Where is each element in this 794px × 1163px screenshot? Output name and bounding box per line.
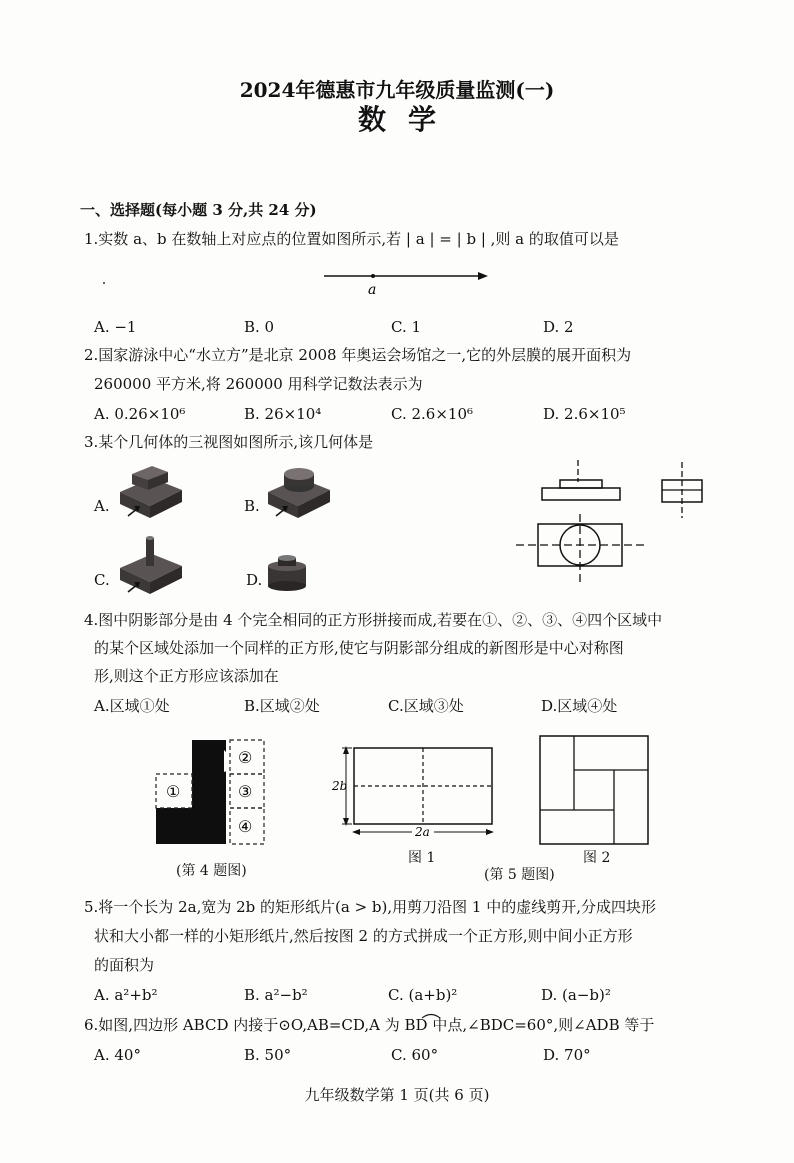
q6-option-b[interactable]: B. 50° [244, 1046, 292, 1064]
q5-option-a[interactable]: A. a²+b² [94, 986, 158, 1004]
q4-option-c[interactable]: C.区域③处 [388, 697, 464, 715]
q4-region-2: ② [238, 748, 253, 767]
q1-option-c[interactable]: C. 1 [391, 318, 422, 336]
exam-title: 2024年德惠市九年级质量监测(一) [239, 78, 555, 102]
q3-stem: 3.某个几何体的三视图如图所示,该几何体是 [84, 433, 374, 451]
q4-stem-line3: 形,则这个正方形应该添加在 [94, 667, 279, 685]
q5-fig1-caption: 图 1 [408, 850, 436, 866]
q3-three-views [510, 458, 710, 588]
q3-option-b-label[interactable]: B. [244, 497, 260, 515]
q4-caption: (第 4 题图) [176, 863, 247, 879]
q5-stem-line2: 状和大小都一样的小矩形纸片,然后按图 2 的方式拼成一个正方形,则中间小正方形 [94, 927, 633, 945]
q1-point-a [371, 274, 375, 278]
q4-option-b[interactable]: B.区域②处 [244, 697, 320, 715]
q5-option-d[interactable]: D. (a−b)² [541, 986, 611, 1004]
q2-option-a[interactable]: A. 0.26×10⁶ [94, 405, 186, 423]
q6-option-c[interactable]: C. 60° [391, 1046, 439, 1064]
q4-option-a[interactable]: A.区域①处 [94, 697, 170, 715]
q5-option-b[interactable]: B. a²−b² [244, 986, 308, 1004]
q2-option-c[interactable]: C. 2.6×10⁶ [391, 405, 474, 423]
q4-figure [150, 738, 270, 854]
q4-stem-line2: 的某个区域处添加一个同样的正方形,使它与阴影部分组成的新图形是中心对称图 [94, 639, 624, 657]
q3-option-d-label[interactable]: D. [246, 571, 263, 589]
q5-label-2b: 2b [332, 779, 348, 793]
q3-solid-b[interactable] [264, 464, 334, 522]
q1-option-a[interactable]: A. −1 [94, 318, 137, 336]
q5-stem-line1: 5.将一个长为 2a,宽为 2b 的矩形纸片(a > b),用剪刀沿图 1 中的虚线剪开,分成四块形 [84, 898, 656, 916]
q1-stem: 1.实数 a、b 在数轴上对应点的位置如图所示,若 | a | = | b | ,则 a 的取值可以是 [84, 230, 619, 248]
q3-solid-a[interactable] [116, 464, 186, 522]
q5-fig2-caption: 图 2 [583, 850, 611, 866]
q5-figure-2 [536, 732, 652, 848]
q2-option-b[interactable]: B. 26×10⁴ [244, 405, 322, 423]
q5-group-caption: (第 5 题图) [484, 867, 555, 883]
q6-option-a[interactable]: A. 40° [94, 1046, 141, 1064]
q5-stem-line3: 的面积为 [94, 956, 155, 974]
q1-axis-label-a: a [368, 282, 377, 298]
q3-solid-d[interactable] [266, 552, 310, 592]
q6-stem: 6.如图,四边形 ABCD 内接于⊙O,AB=CD,A 为 BD 中点,∠BDC=60°,则∠ADB 等于 [84, 1016, 655, 1034]
q6-arc-mark [420, 1011, 442, 1019]
q6-option-d[interactable]: D. 70° [543, 1046, 591, 1064]
q2-option-d[interactable]: D. 2.6×10⁵ [543, 405, 626, 423]
subject-title: 数学 [357, 103, 458, 136]
q4-region-4: ④ [238, 817, 253, 836]
q5-label-2a: 2a [415, 825, 430, 839]
q5-option-c[interactable]: C. (a+b)² [388, 986, 458, 1004]
q1-number-line [100, 268, 500, 298]
q4-option-d[interactable]: D.区域④处 [541, 697, 618, 715]
q5-figure-1 [330, 742, 506, 842]
q3-solid-c[interactable] [116, 534, 186, 596]
q4-region-3: ③ [238, 782, 253, 801]
q2-stem-line1: 2.国家游泳中心“水立方”是北京 2008 年奥运会场馆之一,它的外层膜的展开面积为 [84, 346, 632, 364]
q4-stem-line1: 4.图中阴影部分是由 4 个完全相同的正方形拼接而成,若要在①、②、③、④四个区域中 [84, 611, 663, 629]
q1-axis-arrow [478, 272, 488, 280]
q2-stem-line2: 260000 平方米,将 260000 用科学记数法表示为 [94, 375, 423, 393]
q4-region-1: ① [166, 782, 181, 801]
q1-dot-mark [103, 282, 105, 284]
page-footer: 九年级数学第 1 页(共 6 页) [304, 1086, 490, 1104]
q3-option-c-label[interactable]: C. [94, 571, 110, 589]
q3-option-a-label[interactable]: A. [94, 497, 110, 515]
q1-option-d[interactable]: D. 2 [543, 318, 574, 336]
section-heading: 一、选择题(每小题 3 分,共 24 分) [80, 201, 317, 219]
q1-option-b[interactable]: B. 0 [244, 318, 275, 336]
